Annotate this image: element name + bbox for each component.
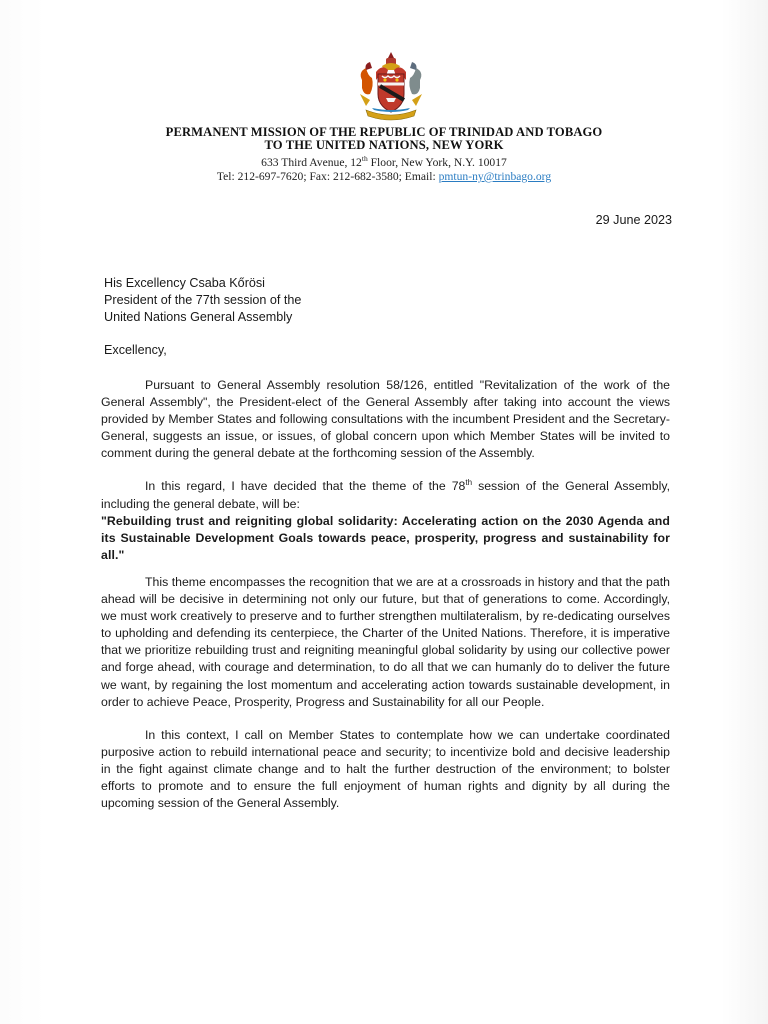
paragraph-2: In this regard, I have decided that the theme of the 78th session of the General Assembly, including the general debate, will be: <box>101 478 671 511</box>
letter-body <box>101 377 670 828</box>
recipient-organization: United Nations General Assembly <box>104 310 293 324</box>
letterhead-subtitle: TO THE UNITED NATIONS, NEW YORK <box>264 138 504 152</box>
paragraph-1: Pursuant to General Assembly resolution 58/126, entitled "Revitalization of the work of the General Assembly", the President-elect of the General Assembly after taking into account the views provided by Member States and following consultations with the incumbent President and the Secretary-General, suggests an issue, or issues, of global concern upon which Member States will be invited to comment during the general debate at the forthcoming session of the Assembly. <box>101 378 670 461</box>
coat-of-arms-icon <box>352 50 430 124</box>
letterhead-title: PERMANENT MISSION OF THE REPUBLIC OF TRINIDAD AND TOBAGO <box>165 125 603 139</box>
recipient-block <box>104 275 504 326</box>
paragraph-3: This theme encompasses the recognition that we are at a crossroads in history and that the path ahead will be decisive in determining not only our future, but that of generations to come. Accordingly, we must work creatively to preserve and to further strengthen multilateralism, by re-dedicating ourselves to upholding and defending its centerpiece, the Charter of the United Nations. Therefore, it is imperative that we prioritize rebuilding trust and reigniting meaningful global solidarity by using our collective power and forge ahead, with courage and determination, to do all that we can humanly do to deliver the future we want, by regaining the lost momentum and accelerating action towards sustainable development, in order to achieve Peace, Prosperity, Progress and Sustainability for all our People. <box>101 574 670 709</box>
letterhead-contact: Tel: 212-697-7620; Fax: 212-682-3580; Email: pmtun-ny@trinbago.org <box>216 169 552 183</box>
email-link[interactable]: pmtun-ny@trinbago.org <box>438 169 552 183</box>
salutation: Excellency, <box>104 343 167 357</box>
recipient-name: His Excellency Csaba Kőrösi <box>104 276 265 290</box>
theme-statement: "Rebuilding trust and reigniting global solidarity: Accelerating action on the 2030 Agenda and its Sustainable Development Goals towards peace, prosperity, progress and sustainability for all." <box>101 513 670 562</box>
paragraph-4: In this context, I call on Member States to contemplate how we can undertake coordinated purposive action to rebuild international peace and security; to incentivize bold and decisive leadership in the fight against climate change and to halt the further destruction of the environment; to bolster efforts to promote and to ensure the full enjoyment of human rights and dignity by all during the upcoming session of the General Assembly. <box>101 727 670 811</box>
letter-date: 29 June 2023 <box>595 213 672 227</box>
letterhead <box>0 126 768 184</box>
recipient-title: President of the 77th session of the <box>104 293 302 307</box>
letterhead-address: 633 Third Avenue, 12th Floor, New York, N.Y. 10017 <box>261 154 507 169</box>
